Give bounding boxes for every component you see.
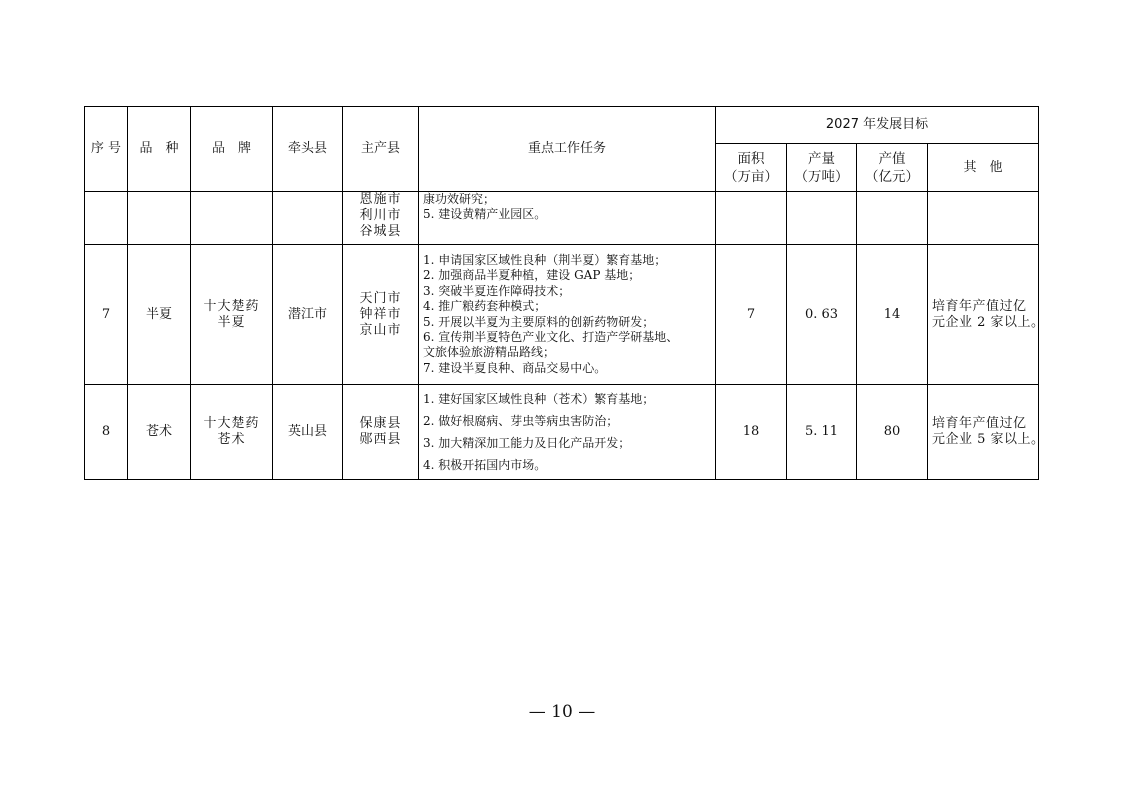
task-line: 1. 申请国家区域性良种（荆半夏）繁育基地； bbox=[423, 252, 667, 267]
cell-area: 7 bbox=[716, 245, 787, 385]
cell-brand bbox=[191, 385, 273, 480]
task-line: 康功效研究； bbox=[423, 192, 496, 206]
header-value-unit: （亿元） bbox=[865, 168, 919, 185]
other-line: 培育年产值过亿 bbox=[932, 416, 1027, 431]
task-line: 1. 建好国家区域性良种（苍术）繁育基地； bbox=[423, 392, 655, 406]
task-line: 4. 积极开拓国内市场。 bbox=[423, 458, 547, 472]
cell-main-county bbox=[343, 385, 419, 480]
cell-seq: 7 bbox=[85, 245, 128, 385]
task-line: 3. 加大精深加工能力及日化产品开发； bbox=[423, 436, 631, 450]
task-line: 7. 建设半夏良种、商品交易中心。 bbox=[423, 360, 607, 375]
cell-lead-county: 英山县 bbox=[273, 385, 343, 480]
header-main-county: 主产县 bbox=[343, 107, 419, 192]
task-line: 4. 推广粮药套种模式； bbox=[423, 299, 547, 314]
county-name: 谷城县 bbox=[359, 224, 402, 239]
header-tasks: 重点工作任务 bbox=[419, 107, 716, 192]
other-line: 培育年产值过亿 bbox=[932, 298, 1027, 314]
cell-brand bbox=[191, 245, 273, 385]
brand-line: 半夏 bbox=[217, 314, 246, 330]
cell-main-county bbox=[343, 192, 419, 245]
header-area bbox=[716, 144, 787, 192]
header-seq: 序 号 bbox=[85, 107, 128, 192]
table-row-continued bbox=[85, 192, 1039, 245]
cell-other bbox=[928, 192, 1039, 245]
cell-brand bbox=[191, 192, 273, 245]
page-number: — 10 — bbox=[528, 702, 596, 722]
county-name: 钟祥市 bbox=[359, 306, 402, 322]
county-name: 郧西县 bbox=[359, 432, 402, 447]
table-row-cangzhu bbox=[85, 385, 1039, 480]
cell-area bbox=[716, 192, 787, 245]
header-other: 其 他 bbox=[928, 144, 1039, 192]
cell-output bbox=[787, 192, 857, 245]
task-line: 6. 宣传荆半夏特色产业文化、打造产学研基地、 bbox=[423, 329, 679, 344]
header-row-1 bbox=[85, 107, 1039, 144]
task-line: 5. 开展以半夏为主要原料的创新药物研发； bbox=[423, 314, 655, 329]
cell-seq bbox=[85, 192, 128, 245]
header-value bbox=[857, 144, 928, 192]
cell-variety: 半夏 bbox=[128, 245, 191, 385]
cell-value bbox=[857, 192, 928, 245]
header-value-label: 产值 bbox=[878, 150, 906, 167]
county-name: 京山市 bbox=[359, 322, 402, 338]
development-goals-table bbox=[84, 106, 1045, 480]
county-name: 天门市 bbox=[359, 290, 402, 306]
brand-line: 苍术 bbox=[217, 432, 246, 447]
task-line: 5. 建设黄精产业园区。 bbox=[423, 207, 547, 222]
brand-line: 十大楚药 bbox=[203, 416, 260, 431]
county-name: 利川市 bbox=[359, 208, 402, 223]
cell-value: 14 bbox=[857, 245, 928, 385]
cell-main-county bbox=[343, 245, 419, 385]
header-variety: 品 种 bbox=[128, 107, 191, 192]
cell-lead-county: 潜江市 bbox=[273, 245, 343, 385]
cell-other bbox=[928, 245, 1045, 385]
cell-lead-county bbox=[273, 192, 343, 245]
cell-output: 5. 11 bbox=[787, 385, 857, 480]
table-row-banxia bbox=[85, 245, 1039, 385]
header-output-unit: （万吨） bbox=[794, 168, 849, 185]
header-brand: 品 牌 bbox=[191, 107, 273, 192]
cell-variety: 苍术 bbox=[128, 385, 191, 480]
county-name: 保康县 bbox=[359, 416, 402, 431]
county-name: 恩施市 bbox=[359, 192, 402, 207]
cell-area: 18 bbox=[716, 385, 787, 480]
cell-other bbox=[928, 385, 1045, 480]
cell-seq: 8 bbox=[85, 385, 128, 480]
header-goal-group: 2027 年发展目标 bbox=[716, 107, 1039, 144]
task-line: 2. 做好根腐病、芽虫等病虫害防治； bbox=[423, 414, 619, 428]
task-line: 文旅体验旅游精品路线； bbox=[423, 345, 556, 360]
header-output-label: 产量 bbox=[808, 150, 835, 167]
other-line: 元企业 5 家以上。 bbox=[932, 432, 1045, 447]
task-line: 2. 加强商品半夏种植，建设 GAP 基地； bbox=[423, 268, 641, 283]
task-line: 3. 突破半夏连作障碍技术； bbox=[423, 283, 571, 298]
cell-tasks bbox=[419, 385, 716, 480]
cell-tasks bbox=[419, 245, 716, 385]
cell-value: 80 bbox=[857, 385, 928, 480]
header-area-unit: （万亩） bbox=[724, 168, 778, 185]
cell-variety bbox=[128, 192, 191, 245]
cell-tasks bbox=[419, 192, 716, 245]
header-lead-county: 牵头县 bbox=[273, 107, 343, 192]
header-area-label: 面积 bbox=[737, 150, 765, 167]
header-output bbox=[787, 144, 857, 192]
other-line: 元企业 2 家以上。 bbox=[932, 314, 1045, 330]
brand-line: 十大楚药 bbox=[203, 298, 260, 314]
cell-output: 0. 63 bbox=[787, 245, 857, 385]
